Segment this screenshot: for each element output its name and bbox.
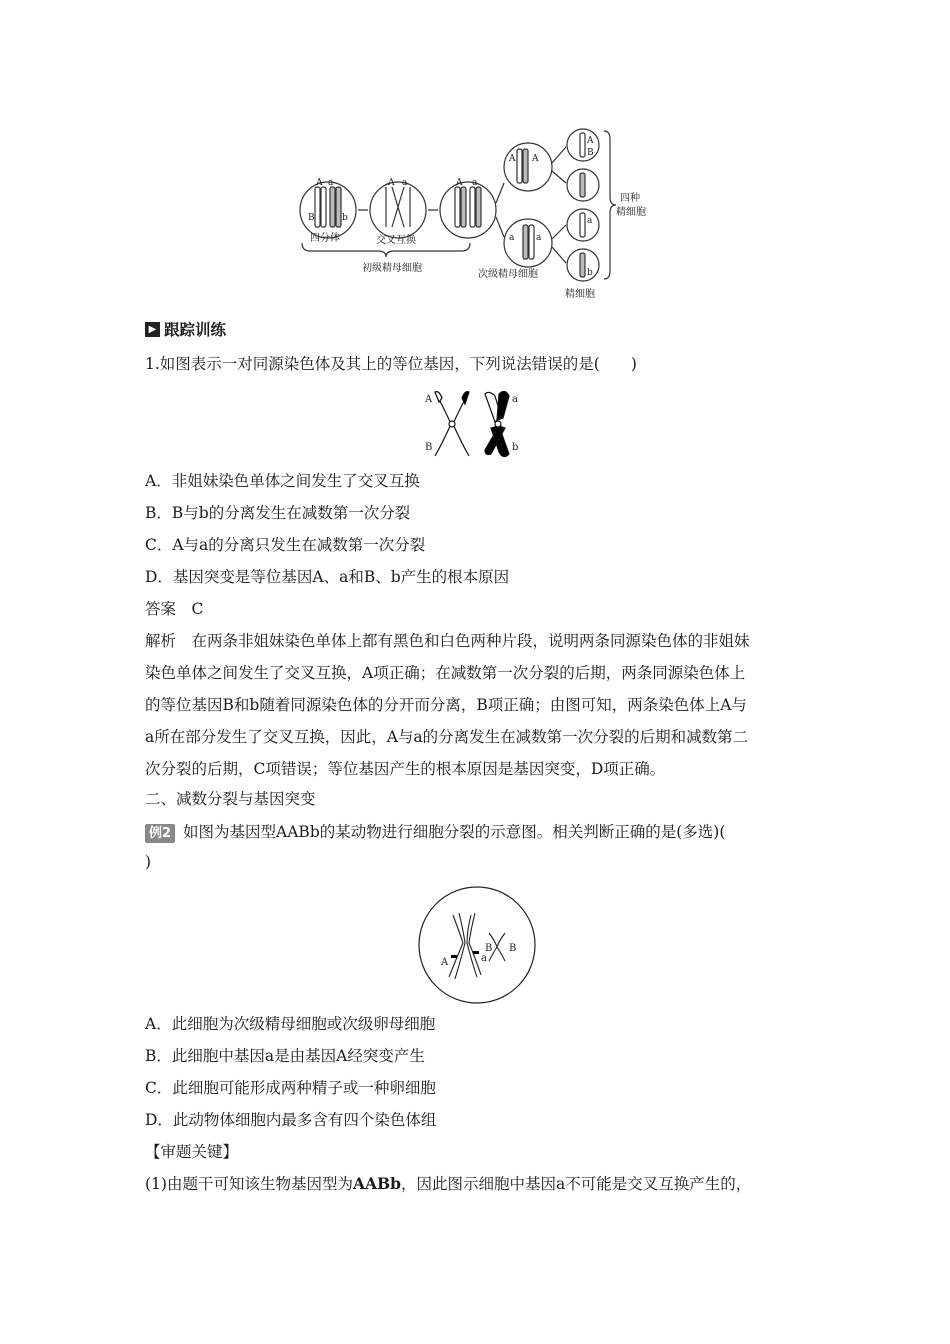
analysis-line: 次分裂的后期，C项错误；等位基因产生的根本原因是基因突变，D项正确。	[145, 760, 666, 778]
secondary-spermatocyte-label: 次级精母细胞	[478, 269, 538, 280]
section2-title: 二、减数分裂与基因突变	[145, 790, 316, 808]
ex2-stem-line2: )	[145, 853, 152, 871]
allele-label: b	[512, 442, 519, 453]
section-heading	[145, 318, 226, 340]
meiosis-crossover-figure	[298, 125, 658, 303]
q1-answer: 答案 C	[145, 600, 204, 618]
allele-label: a	[402, 178, 408, 188]
allele-label: A	[425, 394, 433, 405]
ex2-option-c: C．此细胞可能形成两种精子或一种卵细胞	[145, 1079, 436, 1097]
q1-option-b: B．B与b的分离发生在减数第一次分裂	[145, 504, 411, 522]
analysis-line: 的等位基因B和b随着同源染色体的分开而分离，B项正确；由图可知，两条染色体上A与	[145, 696, 747, 714]
allele-label: A	[316, 178, 323, 188]
allele-label: A	[441, 957, 449, 968]
allele-label: A	[456, 178, 463, 188]
crossover-label: 交叉互换	[376, 235, 416, 246]
allele-label: a	[536, 233, 542, 243]
cell-division-figure	[417, 885, 537, 1005]
allele-label: B	[509, 943, 517, 954]
tetrad-label: 四分体	[310, 233, 340, 244]
ex2-option-b: B．此细胞中基因a是由基因A经突变产生	[145, 1047, 425, 1065]
q1-option-c: C．A与a的分离只发生在减数第一次分裂	[145, 536, 426, 554]
analysis-line: 染色单体之间发生了交叉互换，A项正确；在减数第一次分裂的后期，两条同源染色体上	[145, 664, 746, 682]
allele-label: a	[472, 178, 478, 188]
q1-option-a: A．非姐妹染色单体之间发生了交叉互换	[145, 472, 420, 490]
analysis-line: a所在部分发生了交叉互换，因此，A与a的分离发生在减数第一次分裂的后期和减数第二	[145, 728, 749, 746]
key-point-1: (1)由题干可知该生物基因型为AABb，因此图示细胞中基因a不可能是交叉互换产生的，	[145, 1174, 752, 1193]
allele-label: B	[485, 943, 493, 954]
sperm-cell-label: 精细胞	[565, 289, 595, 300]
allele-label: A	[587, 136, 594, 146]
q1-stem: 1.如图表示一对同源染色体及其上的等位基因，下列说法错误的是( )	[145, 355, 637, 373]
ex2-option-a: A．此细胞为次级精母细胞或次级卵母细胞	[145, 1015, 436, 1033]
allele-label: B	[425, 442, 433, 453]
ex2-option-d: D．此动物体细胞内最多含有四个染色体组	[145, 1111, 437, 1129]
primary-spermatocyte-label: 初级精母细胞	[362, 263, 422, 274]
key-points-title: 【审题关键】	[145, 1143, 239, 1161]
sperm-kinds-label: 精细胞	[616, 207, 646, 218]
four-kinds-label: 四种	[620, 193, 640, 204]
allele-label: b	[342, 213, 348, 223]
allele-label: B	[587, 148, 594, 158]
ex2-stem-line1: 例2 如图为基因型AABb的某动物进行细胞分裂的示意图。相关判断正确的是(多选)(	[145, 822, 725, 843]
allele-label: b	[587, 268, 593, 278]
allele-label: A	[532, 154, 539, 164]
allele-label: a	[587, 216, 593, 226]
allele-label: a	[509, 233, 515, 243]
allele-label: a	[512, 394, 518, 405]
homologous-chromosome-figure	[425, 388, 525, 460]
analysis-line: 解析 在两条非姐妹染色单体上都有黑色和白色两种片段，说明两条同源染色体的非姐妹	[145, 632, 750, 650]
allele-label: B	[308, 213, 315, 223]
allele-label: A	[509, 154, 516, 164]
example-tag: 例2	[145, 824, 175, 843]
play-triangle-icon: ▶	[145, 322, 160, 337]
allele-label: a	[481, 953, 487, 964]
allele-label: A	[388, 178, 395, 188]
q1-option-d: D．基因突变是等位基因A、a和B、b产生的根本原因	[145, 568, 510, 586]
analysis-label: 解析	[145, 632, 177, 650]
section-heading-text: 跟踪训练	[164, 321, 227, 339]
allele-label: a	[328, 178, 334, 188]
q1-analysis	[145, 625, 815, 785]
